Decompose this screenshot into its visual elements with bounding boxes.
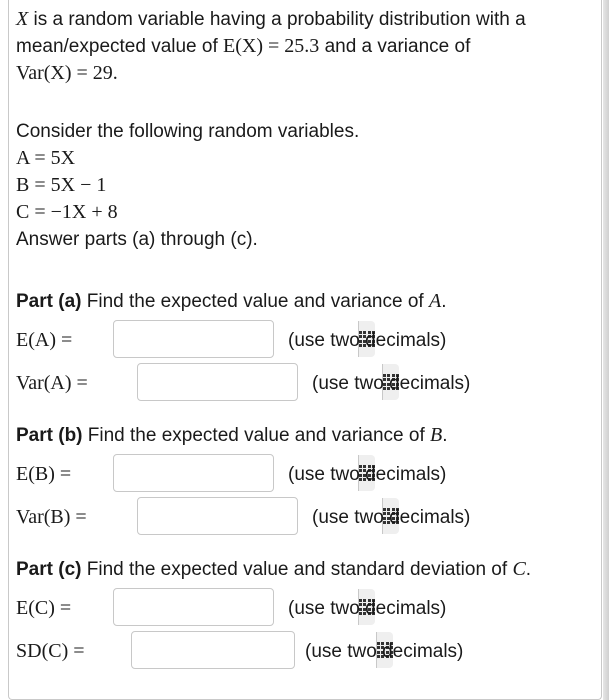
part-a-expected-hint: (use two decimals): [288, 330, 447, 351]
part-b-var: B: [430, 424, 443, 446]
part-b-row-variance: [16, 497, 586, 540]
part-c-label: Part (c): [16, 559, 82, 580]
part-a-label: Part (a): [16, 291, 82, 312]
part-a-row-variance: [16, 363, 586, 406]
part-a-heading: [16, 288, 586, 315]
equation-a: A = 5X: [16, 147, 76, 169]
part-a-expected-label: E(A) =: [16, 329, 73, 351]
part-c-expected-box: [113, 588, 274, 626]
part-b-variance-hint: (use two decimals): [312, 507, 471, 528]
part-c-var: C: [512, 558, 526, 580]
part-c-expected-hint: (use two decimals): [288, 598, 447, 619]
part-b-expected-label: E(B) =: [16, 463, 72, 485]
part-b-expected-box: [113, 454, 274, 492]
part-a-variance-hint: (use two decimals): [312, 373, 471, 394]
part-a-expected-box: [113, 320, 274, 358]
instruction-text: Answer parts (a) through (c).: [16, 229, 258, 250]
part-c-heading: [16, 556, 586, 583]
part-b-variance-box: [137, 497, 298, 535]
part-a-row-expected: [16, 320, 586, 363]
part-a-variance-label: Var(A) =: [16, 372, 88, 394]
part-b-row-expected: [16, 454, 586, 497]
part-b-period: .: [442, 425, 448, 446]
part-c-sd-hint: (use two decimals): [305, 641, 464, 662]
part-c-row-sd: [16, 631, 586, 674]
part-a-variance-box: [137, 363, 298, 401]
intro-line-1: [16, 6, 586, 33]
part-b-variance-label: Var(B) =: [16, 506, 87, 528]
part-c-row-expected: [16, 588, 586, 631]
part-a-var: A: [428, 290, 442, 312]
mean-expression: E(X) = 25.3: [223, 35, 320, 57]
part-c-text: Find the expected value and standard deviation of: [81, 559, 513, 580]
part-c-expected-label: E(C) =: [16, 597, 72, 619]
equation-c: C = −1X + 8: [16, 201, 118, 223]
part-b-label: Part (b): [16, 425, 83, 446]
panel-shadow: [603, 0, 609, 700]
part-c-period: .: [525, 559, 532, 580]
part-c-sd-label: SD(C) =: [16, 640, 85, 662]
part-c-sd-box: [131, 631, 295, 669]
consider-heading: Consider the following random variables.: [16, 121, 360, 142]
part-a-period: .: [441, 291, 447, 312]
part-b-text: Find the expected value and variance of: [82, 425, 431, 446]
intro-text-2: mean/expected value of: [16, 36, 224, 57]
question-content: [16, 6, 586, 674]
var-x: X: [16, 8, 29, 30]
intro-text-2b: and a variance of: [319, 36, 471, 57]
intro-line-2: [16, 33, 586, 60]
equation-b: B = 5X − 1: [16, 174, 107, 196]
part-b-expected-hint: (use two decimals): [288, 464, 447, 485]
intro-text-1: is a random variable having a probability distribution with a: [28, 9, 526, 30]
part-a-text: Find the expected value and variance of: [81, 291, 429, 312]
variance-expression: Var(X) = 29.: [16, 62, 118, 84]
part-b-heading: [16, 422, 586, 449]
